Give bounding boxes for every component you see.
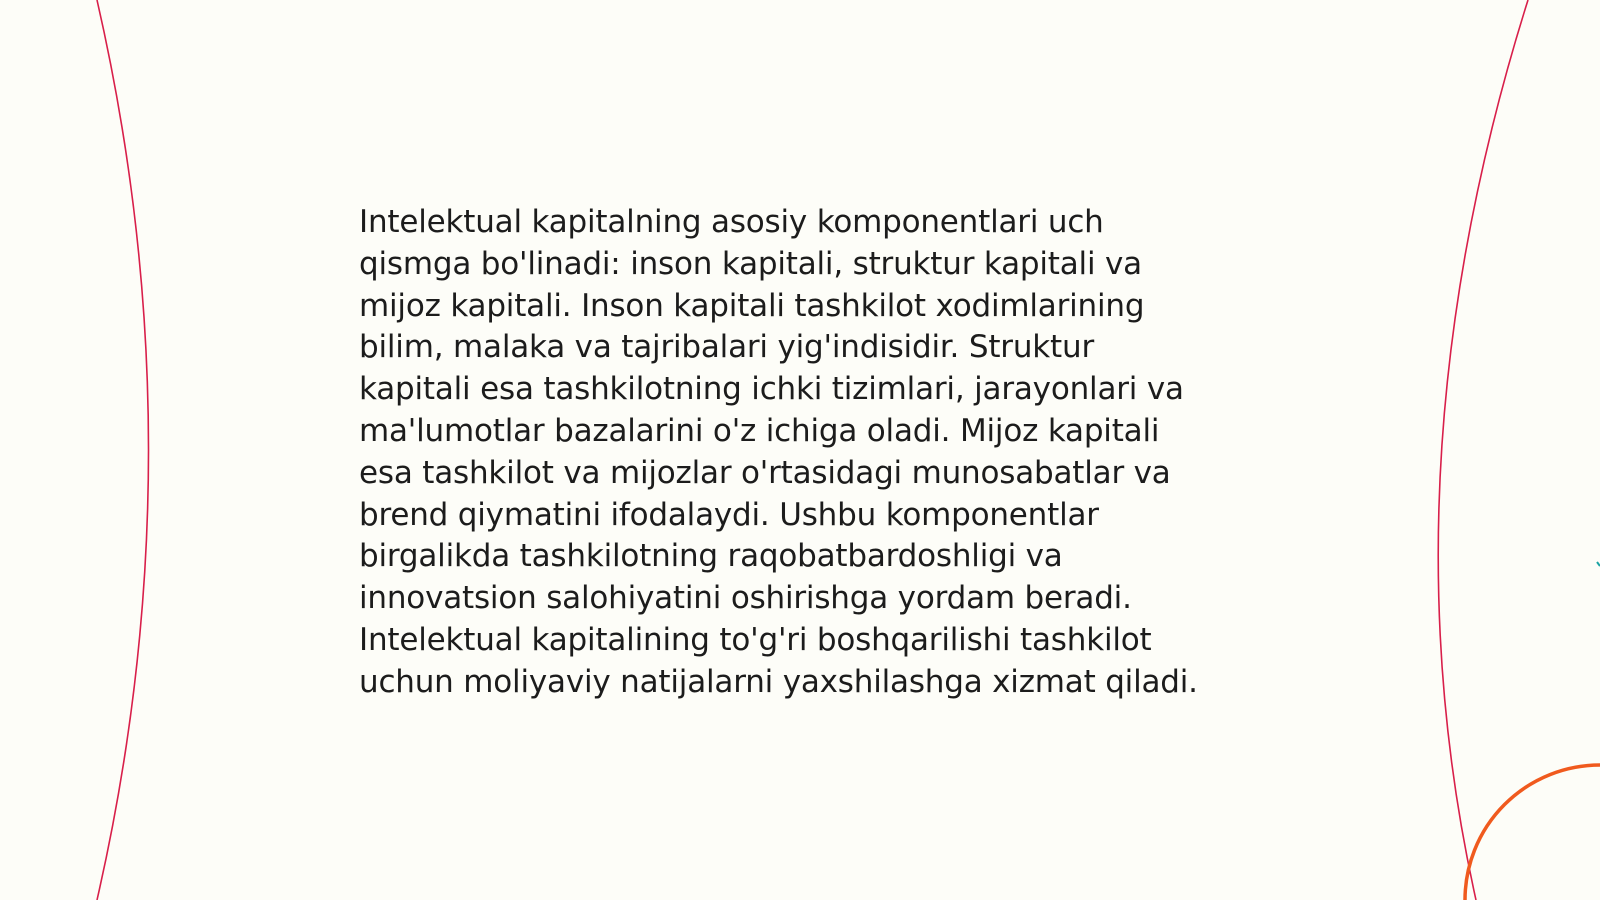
paragraph-line: bilim, malaka va tajribalari yig'indisidir. Struktur [359, 329, 1094, 366]
body-paragraph [359, 202, 1259, 704]
paragraph-line: Intelektual kapitalining to'g'ri boshqarilishi tashkilot [359, 621, 1152, 658]
orange-circle-outline [1465, 765, 1600, 900]
paragraph-line: kapitali esa tashkilotning ichki tizimlari, jarayonlari va [359, 371, 1184, 408]
paragraph-line: mijoz kapitali. Inson kapitali tashkilot xodimlarining [359, 287, 1145, 324]
paragraph-line: birgalikda tashkilotning raqobatbardoshligi va [359, 538, 1063, 575]
left-arc-line [97, 0, 149, 900]
paragraph-line: uchun moliyaviy natijalarni yaxshilashga xizmat qiladi. [359, 663, 1198, 700]
paragraph-line: innovatsion salohiyatini oshirishga yordam beradi. [359, 580, 1132, 617]
paragraph-line: qismga bo'linadi: inson kapitali, struktur kapitali va [359, 245, 1142, 282]
paragraph-line: Intelektual kapitalning asosiy komponentlari uch [359, 204, 1104, 240]
paragraph-line: esa tashkilot va mijozlar o'rtasidagi munosabatlar va [359, 454, 1171, 491]
paragraph-line: brend qiymatini ifodalaydi. Ushbu komponentlar [359, 496, 1099, 533]
right-arc-line [1438, 0, 1528, 900]
paragraph-line: ma'lumotlar bazalarini o'z ichiga oladi. Mijoz kapitali [359, 412, 1160, 449]
